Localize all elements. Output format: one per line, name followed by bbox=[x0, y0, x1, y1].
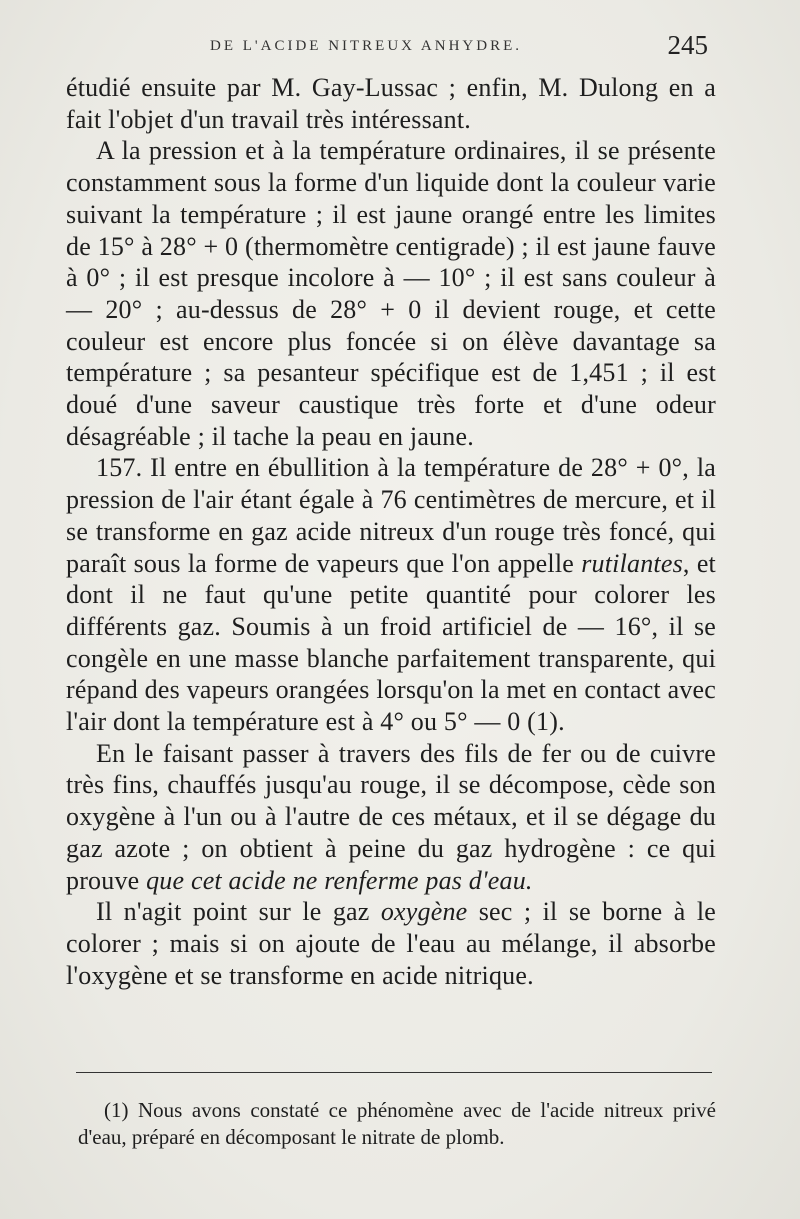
paragraph bbox=[66, 452, 716, 737]
italic-text: oxygène bbox=[380, 897, 468, 927]
footnote-text: (1) Nous avons constaté ce phénomène avec de l'acide nitreux privé d'eau, préparé en décomposant le nitrate de plomb. bbox=[78, 1098, 716, 1149]
body-text bbox=[66, 72, 716, 991]
text-run: A la pression et à la température ordinaires, il se présente constamment sous la forme d'un liquide dont la couleur varie suivant la température ; il est jaune orangé entre les limites de 15° à 28° + 0 (thermomètre centigrade) ; il est jaune fauve à 0° ; il est presque incolore à — 10° ; il est sans couleur à — 20° ; au-dessus de 28° + 0 il devient rouge, et cette couleur est encore plus foncée si on élève davantage sa température ; sa pesanteur spécifique est de 1,451 ; il est doué d'une saveur caustique très forte et d'une odeur désagréable ; il tache la peau en jaune. bbox=[66, 136, 716, 451]
page-number: 245 bbox=[667, 30, 708, 60]
paragraph bbox=[66, 135, 716, 452]
text-run: En le faisant passer à travers des fils de fer ou de cuivre très fins, chauffés jusqu'au rouge, il se décompose, cède son oxygène à l'un ou à l'autre de ces métaux, et il se dégage du gaz azote ; on obtient à peine du gaz hydrogène : ce qui prouve bbox=[66, 738, 716, 895]
footnote bbox=[78, 1097, 716, 1151]
text-run: , et dont il ne faut qu'une petite quantité pour colorer les différents gaz. Soumis à un froid artificiel de — 16°, il se congèle en une masse blanche parfaitement transparente, qui répand des vapeurs orangées lorsqu'on la met en contact avec l'air dont la température est à 4° ou 5° — 0 (1). bbox=[66, 548, 716, 737]
italic-text: rutilantes bbox=[581, 548, 683, 578]
footnote-divider bbox=[76, 1072, 712, 1073]
text-run: sec ; il se borne à le colorer ; mais si on ajoute de l'eau au mélange, il absorbe l'oxygène et se transforme en acide nitrique. bbox=[66, 897, 716, 990]
paragraph bbox=[66, 738, 716, 897]
text-run: Il n'agit point sur le gaz bbox=[96, 897, 381, 927]
text-run: étudié ensuite par M. Gay-Lussac ; enfin, M. Dulong en a fait l'objet d'un travail très intéressant. bbox=[66, 73, 716, 134]
italic-text: que cet acide ne renferme pas d'eau. bbox=[146, 865, 533, 895]
paragraph bbox=[66, 72, 716, 135]
text-run: 157. Il entre en ébullition à la température de 28° + 0°, la pression de l'air étant égale à 76 centimètres de mercure, et il se transforme en gaz acide nitreux d'un rouge très foncé, qui paraît sous la forme de vapeurs que l'on appelle bbox=[66, 453, 716, 578]
paragraph bbox=[66, 896, 716, 991]
running-title: DE L'ACIDE NITREUX ANHYDRE. bbox=[210, 38, 523, 54]
